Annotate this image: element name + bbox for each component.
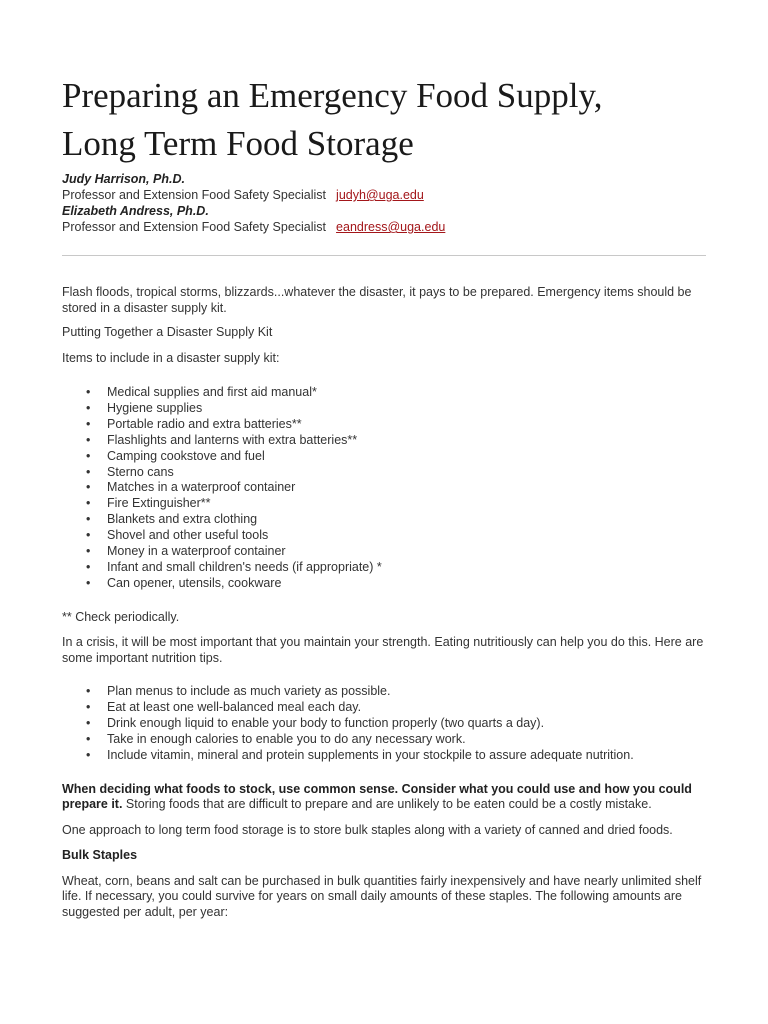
list-item: • Medical supplies and first aid manual* bbox=[62, 385, 712, 401]
crisis-paragraph: In a crisis, it will be most important that you maintain your strength. Eating nutritiously can help you do this. Here are some important nutrition tips. bbox=[62, 635, 704, 665]
title-line-1: Preparing an Emergency Food Supply, bbox=[62, 76, 603, 115]
kit-heading: Putting Together a Disaster Supply Kit bbox=[62, 325, 273, 339]
list-item: • Plan menus to include as much variety as possible. bbox=[62, 684, 712, 700]
author-name: Elizabeth Andress, Ph.D. bbox=[62, 204, 209, 218]
list-item: • Sterno cans bbox=[62, 465, 712, 481]
decide-bold-text: When deciding what foods to stock, use common sense. Consider what you could use and how you could prepare it. bbox=[62, 781, 692, 812]
decide-text: Storing foods that are difficult to prepare and are unlikely to be eaten could be a costly mistake. bbox=[122, 797, 652, 812]
author-role-line bbox=[62, 219, 445, 235]
list-item: • Drink enough liquid to enable your body to function properly (two quarts a day). bbox=[62, 716, 712, 732]
article-body bbox=[62, 285, 712, 920]
list-item: • Fire Extinguisher** bbox=[62, 496, 712, 512]
list-item: • Eat at least one well-balanced meal each day. bbox=[62, 700, 712, 716]
approach-paragraph: One approach to long term food storage is to store bulk staples along with a variety of canned and dried foods. bbox=[62, 822, 673, 837]
author-role: Professor and Extension Food Safety Specialist bbox=[62, 188, 327, 202]
bulk-heading: Bulk Staples bbox=[62, 848, 138, 863]
list-item: • Money in a waterproof container bbox=[62, 544, 712, 560]
list-item: • Take in enough calories to enable you to do any necessary work. bbox=[62, 732, 712, 748]
page-title bbox=[62, 72, 722, 168]
list-item: • Flashlights and lanterns with extra batteries** bbox=[62, 433, 712, 449]
kit-list bbox=[62, 385, 712, 592]
author-role: Professor and Extension Food Safety Specialist bbox=[62, 220, 327, 234]
kit-lead: Items to include in a disaster supply kit: bbox=[62, 350, 280, 365]
list-item: • Shovel and other useful tools bbox=[62, 528, 712, 544]
intro-paragraph: Flash floods, tropical storms, blizzards...whatever the disaster, it pays to be prepared. Emergency items should be stored in a disaster supply kit. bbox=[62, 285, 692, 315]
author-block bbox=[62, 171, 445, 235]
list-item: • Blankets and extra clothing bbox=[62, 512, 712, 528]
list-item: • Camping cookstove and fuel bbox=[62, 449, 712, 465]
list-item: • Portable radio and extra batteries** bbox=[62, 417, 712, 433]
author-role-line bbox=[62, 187, 445, 203]
list-item: • Matches in a waterproof container bbox=[62, 480, 712, 496]
author-name: Judy Harrison, Ph.D. bbox=[62, 172, 185, 186]
divider bbox=[62, 255, 706, 256]
check-note: ** Check periodically. bbox=[62, 609, 180, 624]
decide-paragraph bbox=[62, 782, 712, 813]
tips-list bbox=[62, 684, 712, 764]
author-email-link[interactable]: eandress@uga.edu bbox=[336, 220, 446, 234]
list-item: • Include vitamin, mineral and protein supplements in your stockpile to assure adequate nutrition. bbox=[62, 748, 712, 764]
list-item: • Hygiene supplies bbox=[62, 401, 712, 417]
author-email-link[interactable]: judyh@uga.edu bbox=[336, 188, 424, 202]
title-line-2: Long Term Food Storage bbox=[62, 124, 414, 163]
list-item: • Infant and small children's needs (if appropriate) * bbox=[62, 560, 712, 576]
bulk-paragraph: Wheat, corn, beans and salt can be purchased in bulk quantities fairly inexpensively and have nearly unlimited shelf life. If necessary, you could survive for years on small daily amounts of these staples. The following amounts are suggested per adult, per year: bbox=[62, 873, 702, 919]
list-item: • Can opener, utensils, cookware bbox=[62, 576, 712, 592]
